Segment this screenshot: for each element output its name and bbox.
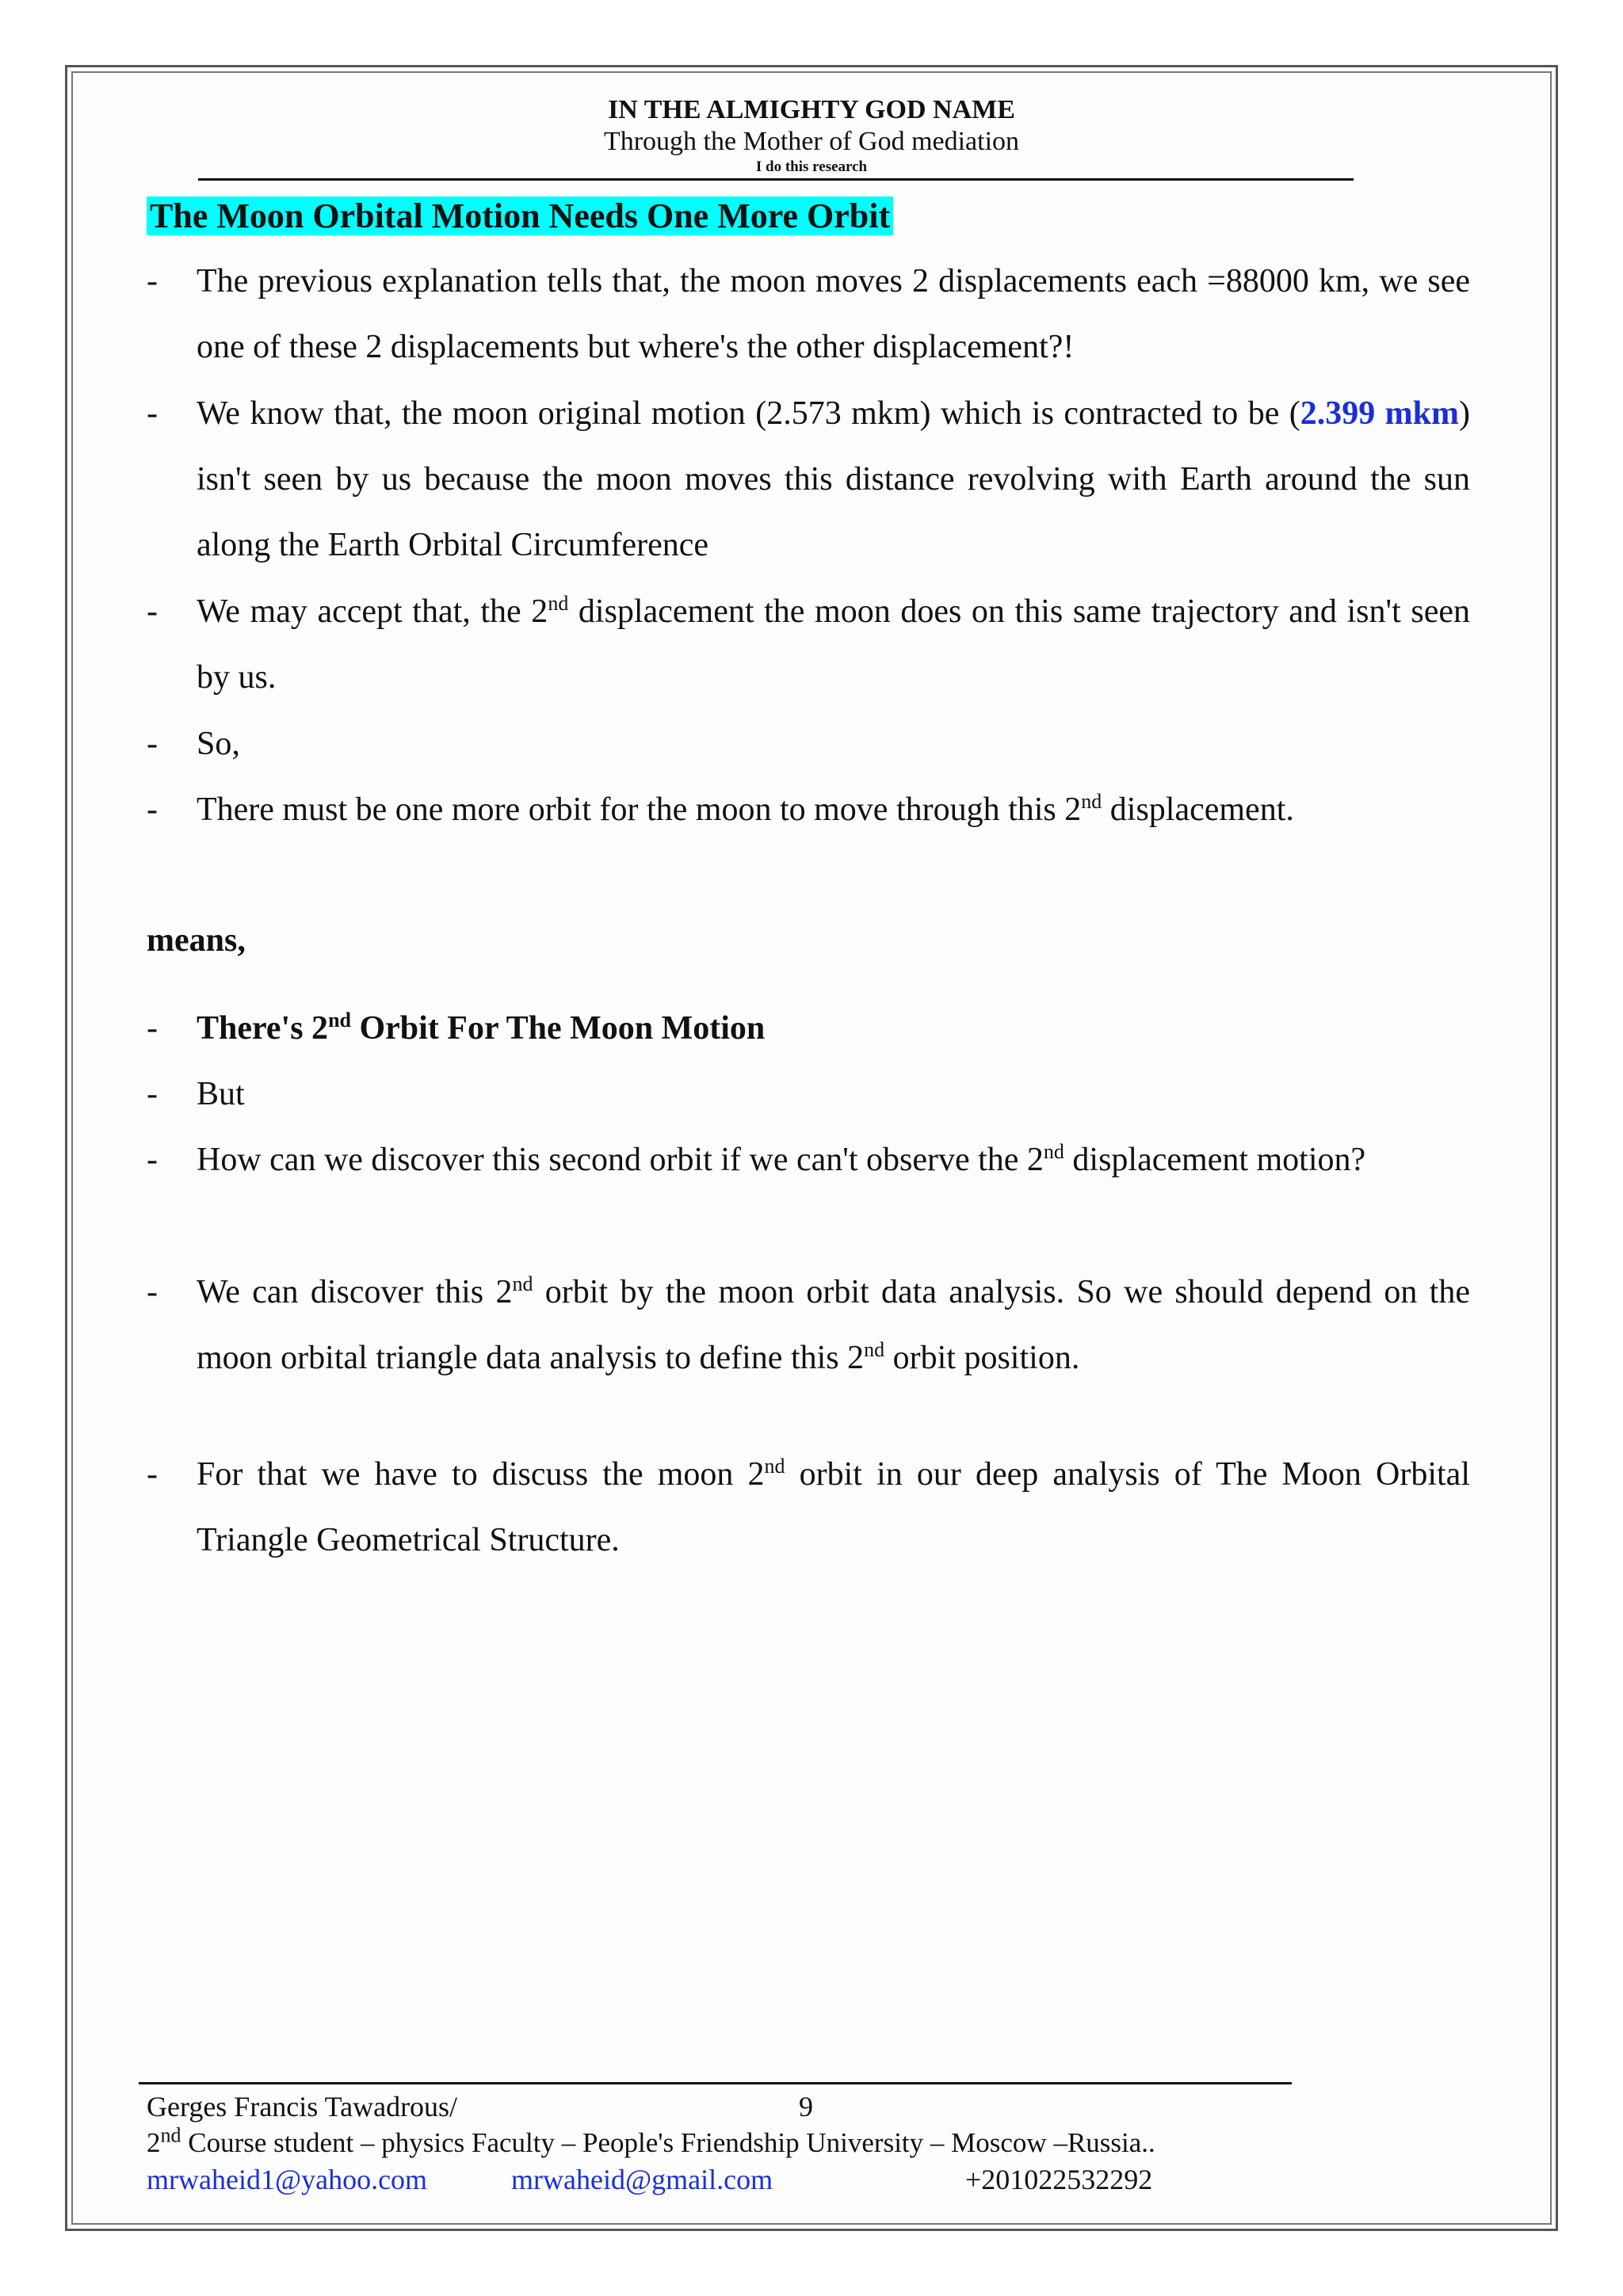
list-item-text [197,579,1470,711]
superscript: nd [1081,790,1102,813]
text-segment: Orbit For The Moon Motion [350,1010,766,1047]
email-link-text[interactable]: mrwaheid1@yahoo.com [147,2164,428,2195]
list-item-text [197,381,1470,578]
superscript: nd [160,2123,181,2147]
text-segment: ) isn't seen by us because the moon moves this distance revolving with Earth around the sun along the Earth Orbital Circumference [197,395,1470,563]
footer-rule [139,2082,1292,2084]
list-item [147,1062,1470,1127]
header-line-3: I do this research [755,158,868,175]
list-item [147,777,1470,843]
list-item [147,711,1470,777]
list-item [147,1260,1470,1391]
footer-author: Gerges Francis Tawadrous/ [147,2091,458,2122]
highlighted-value: 2.399 mkm [1300,395,1459,432]
text-segment: displacement the moon does on this same trajectory and isn't seen by us. [197,593,1470,696]
bullet-dash: - [147,1456,158,1493]
list-item-text [197,1127,1470,1193]
bullet-dash: - [147,263,158,299]
means-label: means, [147,922,246,959]
superscript: nd [864,1338,885,1361]
text-segment: Course student – physics Faculty – People's Friendship University – Moscow –Russia.. [181,2127,1155,2158]
superscript: nd [764,1455,785,1478]
header-rule [198,178,1354,181]
superscript: nd [548,592,569,615]
text-segment: There's 2 [197,1010,329,1047]
text-segment: How can we discover this second orbit if we can't observe the 2 [197,1142,1044,1178]
email-link-yahoo[interactable] [147,2161,427,2198]
bullet-dash: - [147,395,158,432]
text-segment: We can discover this 2 [197,1274,513,1310]
text-segment: For that we have to discuss the moon 2 [197,1456,765,1493]
superscript: nd [512,1272,533,1295]
list-item [147,381,1470,578]
text-segment: orbit by the moon orbit data analysis. So we should depend on the moon orbital triangle data analysis to define this 2 [197,1274,1470,1376]
page-number: 9 [799,2091,813,2122]
text-segment: There must be one more orbit for the moon to move through this 2 [197,791,1082,828]
text-segment: orbit position. [884,1340,1080,1376]
email-link-gmail[interactable] [511,2161,773,2198]
list-item [147,249,1470,380]
list-item-text [197,996,1470,1062]
text-segment: We know that, the moon original motion (2.573 mkm) which is contracted to be ( [197,395,1300,432]
section-title [147,193,893,239]
list-item [147,1442,1470,1573]
text-segment: displacement motion? [1064,1142,1366,1178]
bullet-dash: - [147,726,158,762]
section-title-text: The Moon Orbital Motion Needs One More Orbit [147,196,893,235]
bullet-dash: - [147,1274,158,1310]
list-item [147,1127,1470,1193]
bullet-dash: - [147,791,158,828]
text-segment: 2 [147,2127,161,2158]
footer-phone: +201022532292 [965,2164,1153,2195]
bullet-dash: - [147,593,158,630]
list-item-text: The previous explanation tells that, the moon moves 2 displacements each =88000 km, we see one of these 2 displacements but where's the other displacement?! [197,263,1470,365]
header-line-2: Through the Mother of God mediation [603,127,1020,156]
list-item-text: So, [197,726,240,762]
header-line-1: IN THE ALMIGHTY GOD NAME [608,95,1015,124]
bullet-dash: - [147,1076,158,1112]
bullet-dash: - [147,1010,158,1047]
text-segment: orbit in our deep analysis of The Moon Orbital Triangle Geometrical Structure. [197,1456,1470,1558]
email-link-text[interactable]: mrwaheid@gmail.com [511,2164,773,2195]
list-item-text [197,1442,1470,1573]
bullet-dash: - [147,1142,158,1178]
superscript: nd [328,1009,351,1032]
superscript: nd [1043,1140,1064,1163]
text-segment: displacement. [1102,791,1294,828]
list-item-text [197,777,1470,843]
footer-course [147,2125,1155,2161]
list-item [147,996,1470,1062]
list-item [147,579,1470,711]
list-item-text [197,1260,1470,1391]
text-segment: We may accept that, the 2 [197,593,548,630]
list-item-text: But [197,1076,245,1112]
